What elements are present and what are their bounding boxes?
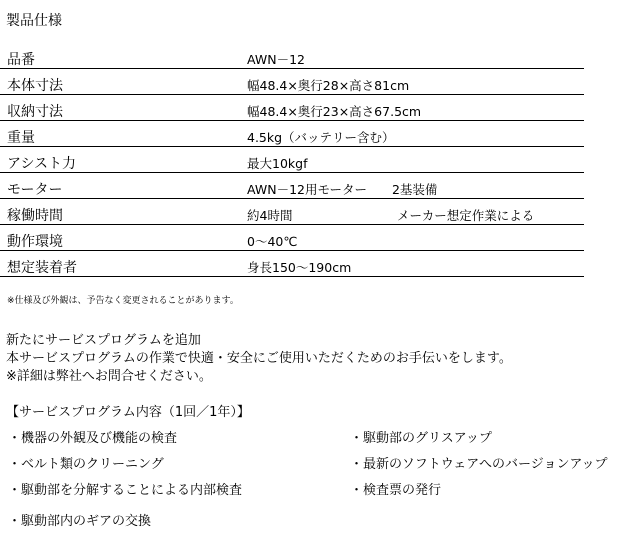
spec-label: アシスト力 xyxy=(7,156,77,172)
spec-value: AWN－12用モーター 2基装備 xyxy=(247,182,438,197)
spec-row-body-dimensions xyxy=(0,69,584,95)
spec-label: 品番 xyxy=(7,52,35,68)
spec-row-part-number xyxy=(0,43,584,69)
spec-value: AWN－12 xyxy=(247,52,305,67)
spec-row-motor xyxy=(0,173,584,199)
service-item: ・検査票の発行 xyxy=(350,483,442,498)
spec-value: 約4時間 xyxy=(247,208,293,223)
spec-row-operating-time xyxy=(0,199,584,225)
spec-label: 稼働時間 xyxy=(7,208,63,224)
spec-row-intended-wearer xyxy=(0,251,584,277)
service-item: ・駆動部のグリスアップ xyxy=(350,431,492,446)
spec-value: 0～40℃ xyxy=(247,234,298,249)
spec-row-assist-force xyxy=(0,147,584,173)
spec-note: メーカー想定作業による xyxy=(397,208,535,223)
intro-line-3: ※詳細は弊社へお問合せください。 xyxy=(6,369,212,384)
spec-row-environment xyxy=(0,225,584,251)
spec-label: 想定装着者 xyxy=(7,260,77,276)
spec-disclaimer: ※仕様及び外観は、予告なく変更されることがあります。 xyxy=(7,296,239,306)
spec-label: 収納寸法 xyxy=(7,104,63,120)
spec-value: 身長150～190cm xyxy=(247,260,352,275)
spec-label: 重量 xyxy=(7,130,35,146)
spec-label: モーター xyxy=(7,182,63,198)
service-item: ・ベルト類のクリーニング xyxy=(8,457,164,472)
spec-row-weight xyxy=(0,121,584,147)
service-item: ・最新のソフトウェアへのバージョンアップ xyxy=(350,457,608,472)
page-title: 製品仕様 xyxy=(6,13,62,29)
spec-value: 4.5kg（バッテリー含む） xyxy=(247,130,395,145)
service-item: ・機器の外観及び機能の検査 xyxy=(8,431,178,446)
spec-label: 本体寸法 xyxy=(7,78,63,94)
spec-row-storage-dimensions xyxy=(0,95,584,121)
spec-value: 最大10kgf xyxy=(247,156,308,171)
intro-line-1: 新たにサービスプログラムを追加 xyxy=(6,333,201,348)
spec-value: 幅48.4×奥行23×高さ67.5cm xyxy=(247,104,422,119)
service-item: ・駆動部内のギアの交換 xyxy=(8,514,152,529)
intro-line-2: 本サービスプログラムの作業で快適・安全にご使用いただくためのお手伝いをします。 xyxy=(6,351,512,366)
spec-label: 動作環境 xyxy=(7,234,63,250)
row-divider xyxy=(0,276,584,277)
spec-value: 幅48.4×奥行28×高さ81cm xyxy=(247,78,410,93)
service-item: ・駆動部を分解することによる内部検査 xyxy=(8,483,243,498)
service-program-title: 【サービスプログラム内容（1回／1年）】 xyxy=(6,405,250,420)
